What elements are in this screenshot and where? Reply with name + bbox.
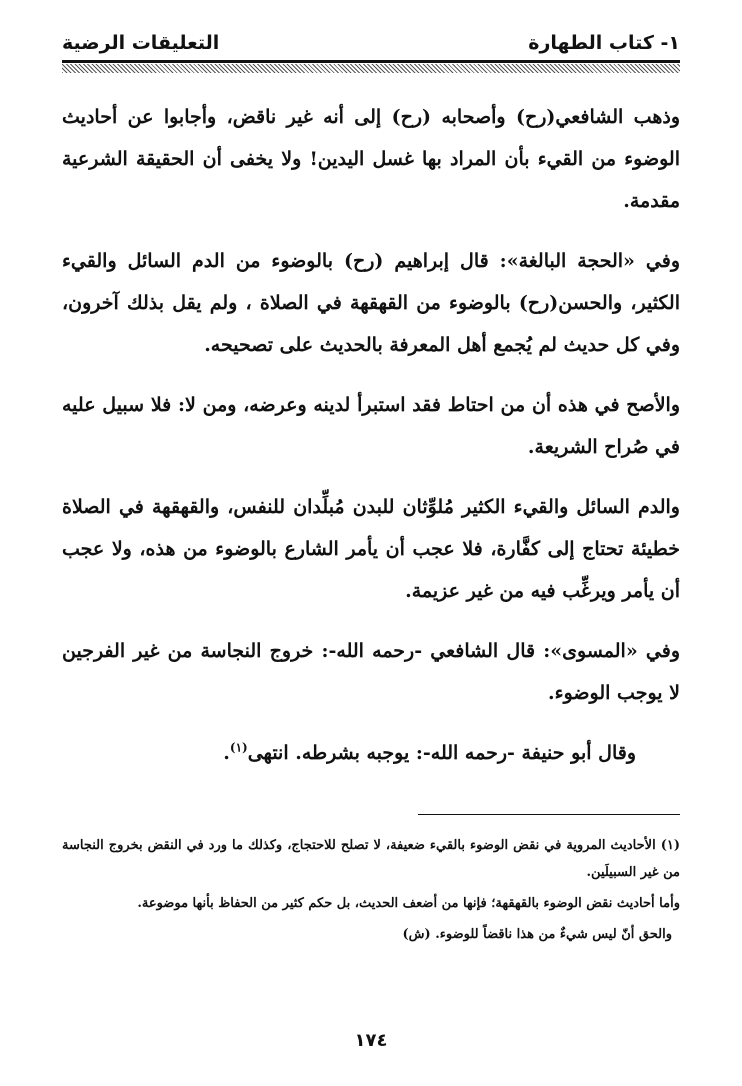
paragraph-abu-hanifa: وقال أبو حنيفة -رحمه الله-: يوجبه بشرطه. انتهى$^{(١)}$. xyxy=(223,740,636,764)
footnote-separator xyxy=(418,814,680,815)
main-text xyxy=(62,96,680,792)
header-hatch-band xyxy=(62,64,680,73)
running-header xyxy=(62,30,680,66)
footnote-1-conclusion: والحق أنّ ليس شيءٌ من هذا ناقضاً للوضوء. (ش) xyxy=(402,927,672,942)
footnotes xyxy=(62,832,680,952)
header-rule xyxy=(62,60,680,63)
paragraph-hujja: وفي «الحجة البالغة»: قال إبراهيم (رح) بالوضوء من الدم السائل والقيء الكثير، والحسن(رح) بالوضوء من القهقهة في الصلاة ، ولم يقل بذلك آخرون، وفي كل حديث لم يُجمع أهل المعرفة بالحديث على تصحيحه. xyxy=(62,250,680,356)
abu-hanifa-text: وقال أبو حنيفة -رحمه الله-: يوجبه بشرطه. انتهى xyxy=(247,742,636,764)
paragraph-asah: والأصح في هذه أن من احتاط فقد استبرأ لدينه وعرضه، ومن لا: فلا سبيل عليه في صُراح الشريعة. xyxy=(62,394,680,458)
footnote-1: (١) الأحاديث المروية في نقض الوضوء بالقيء ضعيفة، لا تصلح للاحتجاج، وكذلك ما ورد في النقض بخروج النجاسة من غير السبيلَين. xyxy=(62,838,680,880)
paragraph-shafii: وذهب الشافعي(رح) وأصحابه (رح) إلى أنه غير ناقض، وأجابوا عن أحاديث الوضوء من القيء بأن المراد بها غسل اليدين! ولا يخفى أن الحقيقة الشرعية مقدمة. xyxy=(62,106,680,212)
footnote-ref-1[interactable]: (١) xyxy=(229,740,248,755)
paragraph-blood-vomit: والدم السائل والقيء الكثير مُلوِّثان للبدن مُبلِّدان للنفس، والقهقهة في الصلاة خطيئة تحتاج إلى كفَّارة، فلا عجب أن يأمر الشارع بالوضوء من هذه، ولا عجب أن يأمر ويرغِّب فيه من غير عزيمة. xyxy=(62,496,680,602)
paragraph-musawwa: وفي «المسوى»: قال الشافعي -رحمه الله-: خروج النجاسة من غير الفرجين لا يوجب الوضوء. xyxy=(62,640,680,704)
chapter-title: ١- كتاب الطهارة xyxy=(528,32,680,54)
page-number: ١٧٤ xyxy=(354,1030,388,1051)
book-title: التعليقات الرضية xyxy=(62,32,220,54)
footnote-1-continued: وأما أحاديث نقض الوضوء بالقهقهة؛ فإنها من أضعف الحديث، بل حكم كثير من الحفاظ بأنها موضوعة. xyxy=(137,896,680,911)
